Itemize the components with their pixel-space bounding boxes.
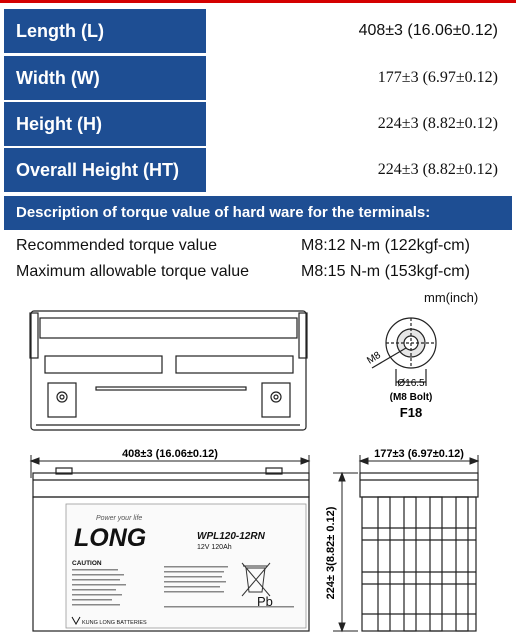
spec-label: Height (H) <box>4 102 206 146</box>
side-view <box>360 473 478 631</box>
unit-label: mm(inch) <box>424 290 479 305</box>
side-rib-1 <box>378 497 390 631</box>
terminal-right-core <box>274 395 278 399</box>
brand-tagline: Power your life <box>96 515 143 522</box>
side-rib-2 <box>404 497 416 631</box>
length-arrow-left <box>31 458 39 464</box>
model-name: WPL120-12RN <box>197 531 265 542</box>
terminal-left-core <box>60 395 64 399</box>
side-lid <box>360 473 478 497</box>
top-view-slot-right <box>176 356 293 373</box>
front-lid <box>33 473 309 497</box>
side-rib-4 <box>456 497 468 631</box>
width-arrow-left <box>360 458 368 464</box>
top-view-rib <box>40 318 297 338</box>
top-view-slot-left <box>45 356 162 373</box>
height-arrow-top <box>339 473 345 481</box>
terminal-bolt-label: (M8 Bolt) <box>389 392 433 403</box>
top-view <box>30 311 307 430</box>
terminal-diameter: Ø16.5 <box>397 378 425 389</box>
top-view-bar <box>96 387 246 390</box>
side-body <box>362 497 476 631</box>
bolt-size-label: M8 <box>365 349 383 367</box>
length-dim-text: 408±3 (16.06±0.12) <box>122 448 218 460</box>
torque-label: Recommended torque value <box>16 237 218 254</box>
spec-value: 224±3 (8.82±0.12) <box>377 115 498 132</box>
height-arrow-bottom <box>339 623 345 631</box>
spec-value: 224±3 (8.82±0.12) <box>377 161 498 178</box>
caution-title: CAUTION <box>72 560 102 567</box>
spec-value: 408±3 (16.06±0.12) <box>358 22 498 39</box>
battery-label-panel <box>66 504 306 628</box>
spec-label: Width (W) <box>4 56 206 100</box>
torque-label: Maximum allowable torque value <box>16 263 249 280</box>
spec-value: 177±3 (6.97±0.12) <box>377 69 498 86</box>
terminal-detail <box>372 318 436 386</box>
spec-label: Length (L) <box>4 9 206 53</box>
model-rating: 12V 120Ah <box>197 544 232 551</box>
terminal-right-icon <box>271 392 281 402</box>
lead-symbol: Pb <box>257 594 273 609</box>
terminal-block-right <box>262 383 290 417</box>
side-rib-3 <box>430 497 442 631</box>
terminal-left-icon <box>57 392 67 402</box>
width-arrow-right <box>470 458 478 464</box>
terminal-code: F18 <box>399 405 423 420</box>
height-dim-text: 224± 3(8.82± 0.12) <box>325 506 337 600</box>
terminal-block-left <box>48 383 76 417</box>
length-arrow-right <box>301 458 309 464</box>
maker-name: KUNG LONG BATTERIES <box>82 620 147 626</box>
brand-logo: LONG <box>74 524 147 552</box>
spec-label: Overall Height (HT) <box>4 148 206 192</box>
width-dim-text: 177±3 (6.97±0.12) <box>374 448 464 460</box>
torque-value: M8:12 N-m (122kgf-cm) <box>301 237 470 254</box>
top-view-outline <box>31 311 306 430</box>
torque-value: M8:15 N-m (153kgf-cm) <box>301 263 470 280</box>
torque-title: Description of torque value of hard ware for the terminals: <box>4 196 512 230</box>
